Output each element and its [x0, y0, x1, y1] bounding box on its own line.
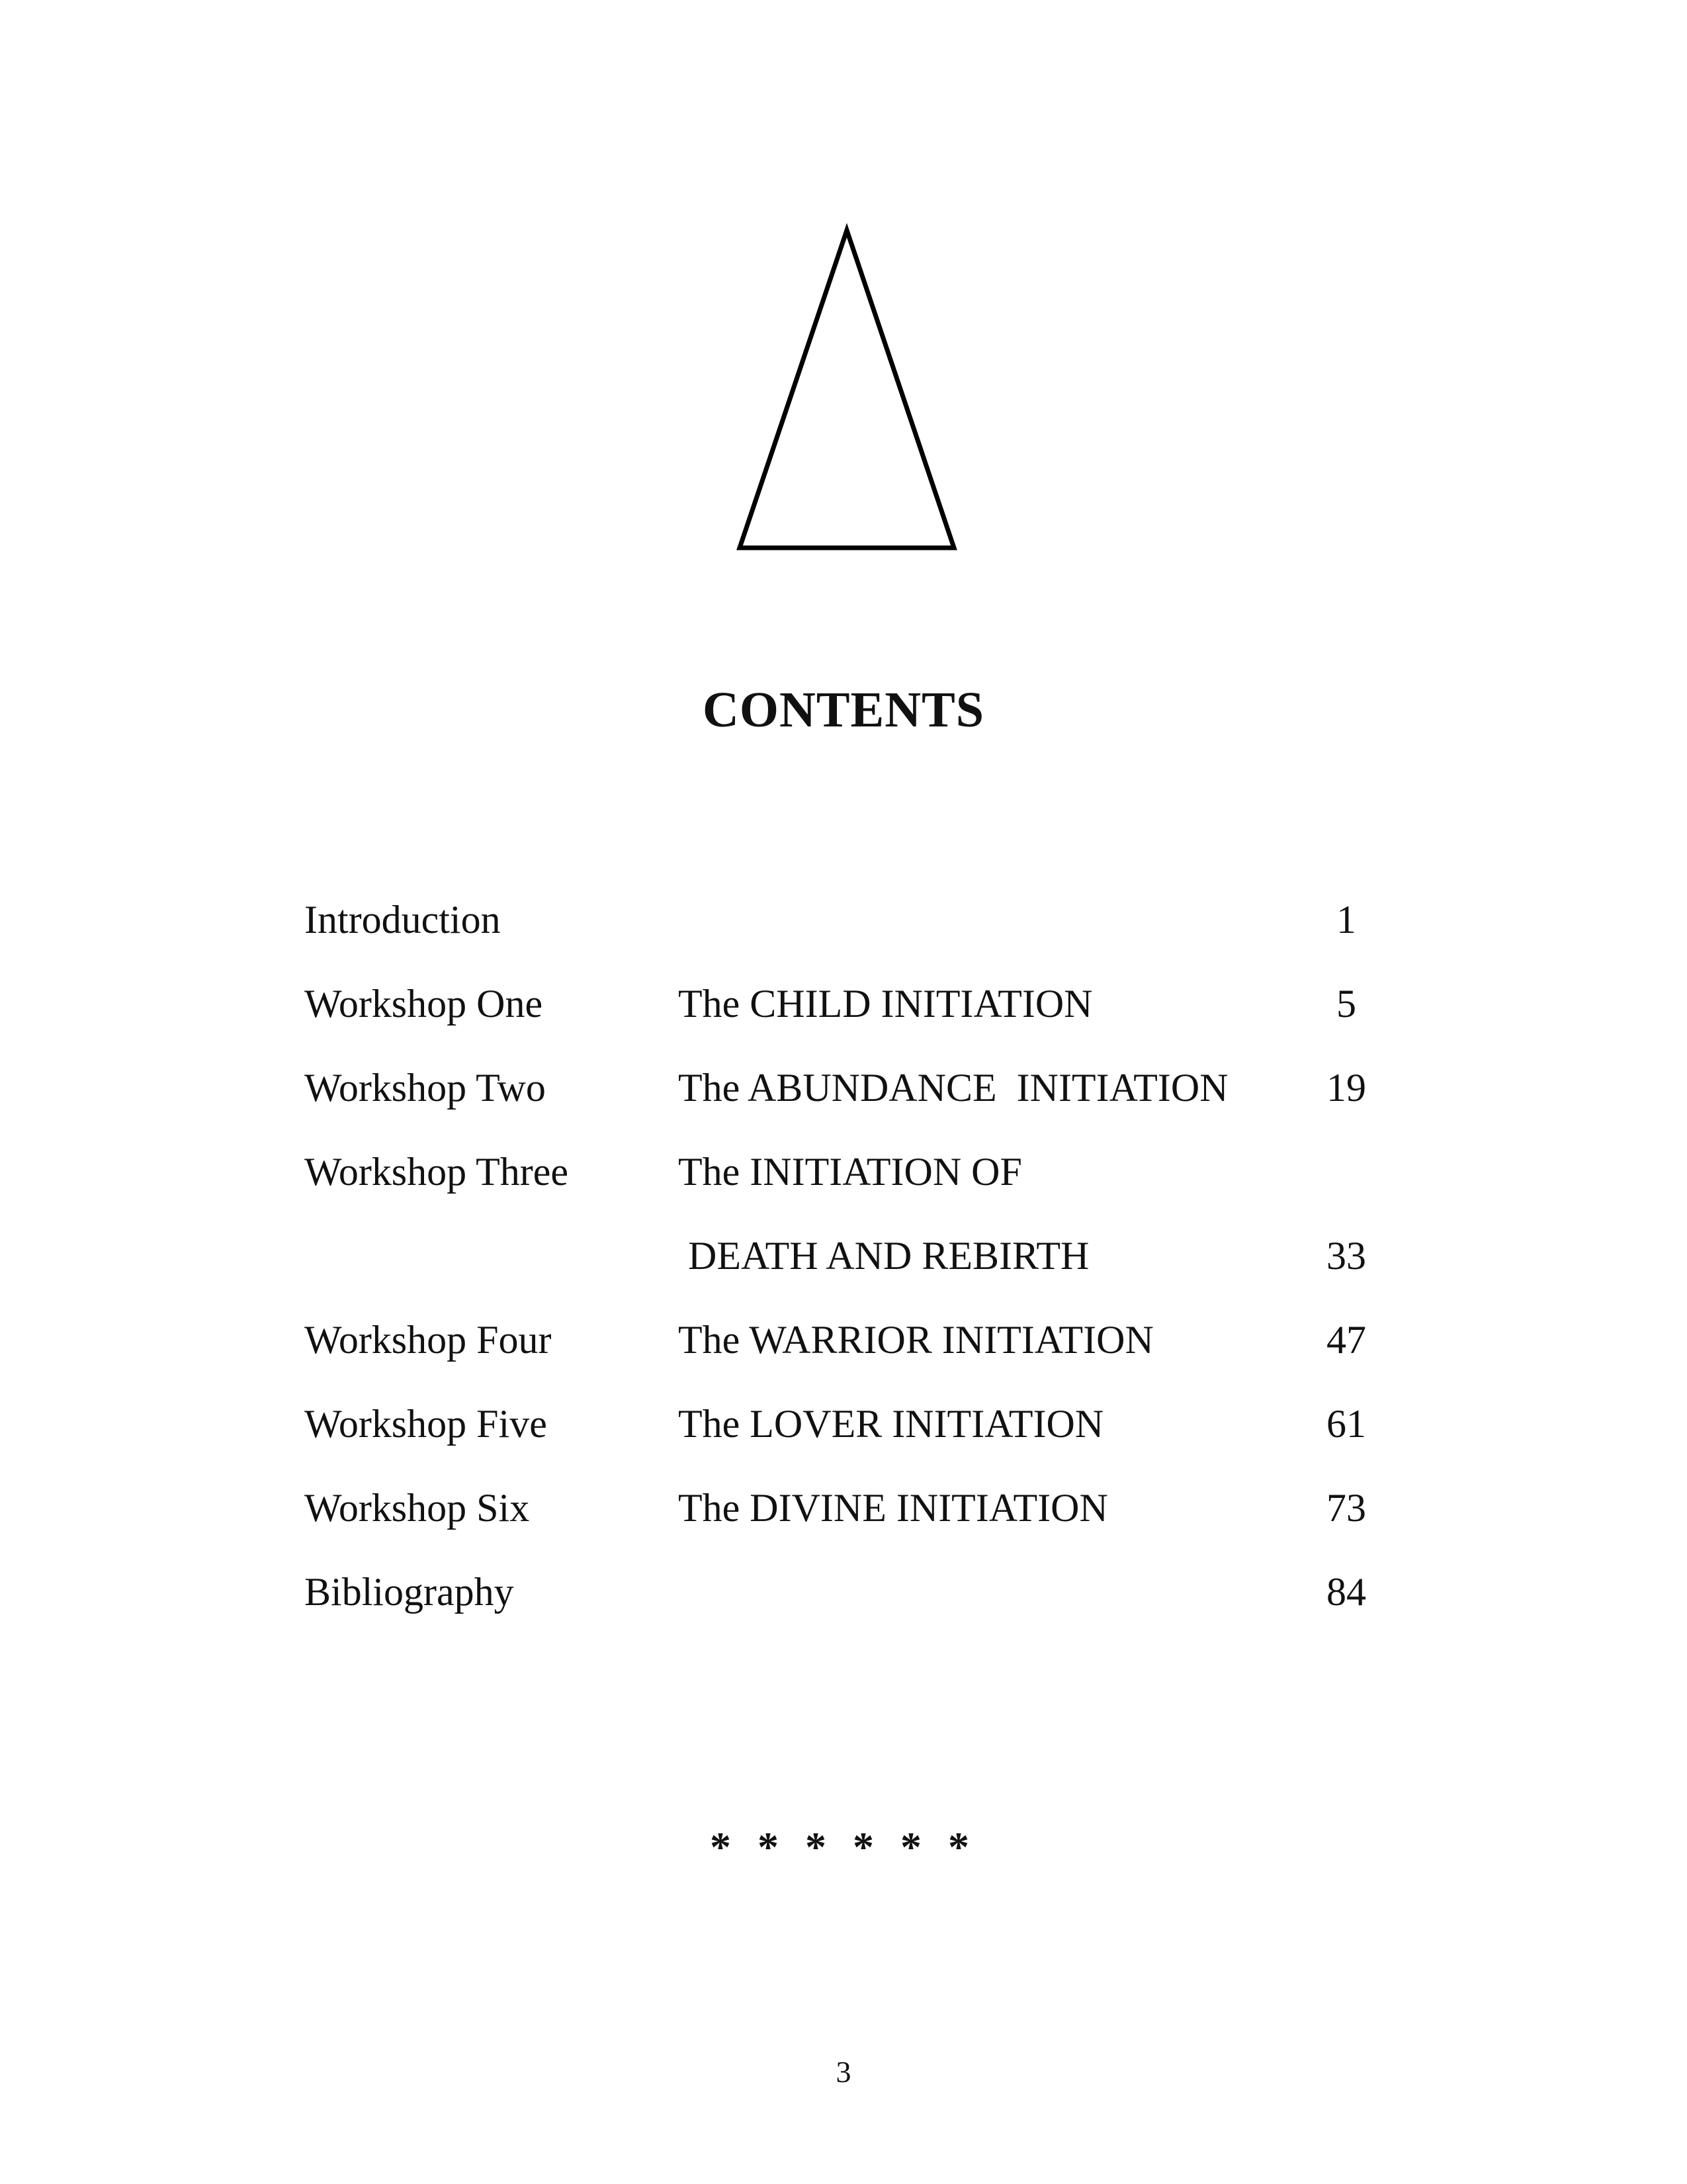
toc-entry-label: Workshop Three — [304, 1150, 568, 1194]
toc-row — [304, 1394, 1389, 1478]
toc-entry-label: Workshop Four — [304, 1318, 552, 1362]
toc-entry-title: The INITIATION OF — [678, 1150, 1022, 1194]
toc-entry-label: Bibliography — [304, 1570, 514, 1614]
toc-row — [304, 1226, 1389, 1310]
toc-entry-title: The ABUNDANCE INITIATION — [678, 1066, 1229, 1110]
toc-entry-title: The CHILD INITIATION — [678, 982, 1093, 1026]
triangle-icon — [728, 218, 966, 562]
toc-entry-page: 84 — [1326, 1570, 1366, 1614]
toc-entry-title: The DIVINE INITIATION — [678, 1486, 1108, 1530]
toc-row — [304, 1562, 1389, 1646]
toc-entry-label: Workshop Six — [304, 1486, 530, 1530]
table-of-contents — [304, 890, 1389, 1646]
toc-row — [304, 1478, 1389, 1562]
toc-entry-page: 19 — [1326, 1066, 1366, 1110]
toc-entry-page: 5 — [1336, 982, 1356, 1026]
section-separator: * * * * * * — [710, 1823, 977, 1870]
toc-entry-label: Introduction — [304, 898, 501, 941]
toc-entry-page: 73 — [1326, 1486, 1366, 1530]
toc-entry-page: 1 — [1336, 898, 1356, 941]
toc-entry-title: The WARRIOR INITIATION — [678, 1318, 1154, 1362]
toc-entry-title: The LOVER INITIATION — [678, 1402, 1104, 1446]
toc-entry-label: Workshop Two — [304, 1066, 546, 1110]
toc-row — [304, 974, 1389, 1058]
page-number: 3 — [836, 2055, 851, 2089]
toc-entry-page: 33 — [1326, 1234, 1366, 1278]
toc-entry-page: 47 — [1326, 1318, 1366, 1362]
toc-row — [304, 1142, 1389, 1226]
toc-row — [304, 890, 1389, 974]
page-title: CONTENTS — [702, 682, 985, 738]
toc-entry-title: DEATH AND REBIRTH — [678, 1234, 1090, 1278]
toc-entry-label: Workshop Five — [304, 1402, 547, 1446]
toc-row — [304, 1310, 1389, 1394]
toc-row — [304, 1058, 1389, 1142]
toc-entry-page: 61 — [1326, 1402, 1366, 1446]
toc-entry-label: Workshop One — [304, 982, 543, 1026]
